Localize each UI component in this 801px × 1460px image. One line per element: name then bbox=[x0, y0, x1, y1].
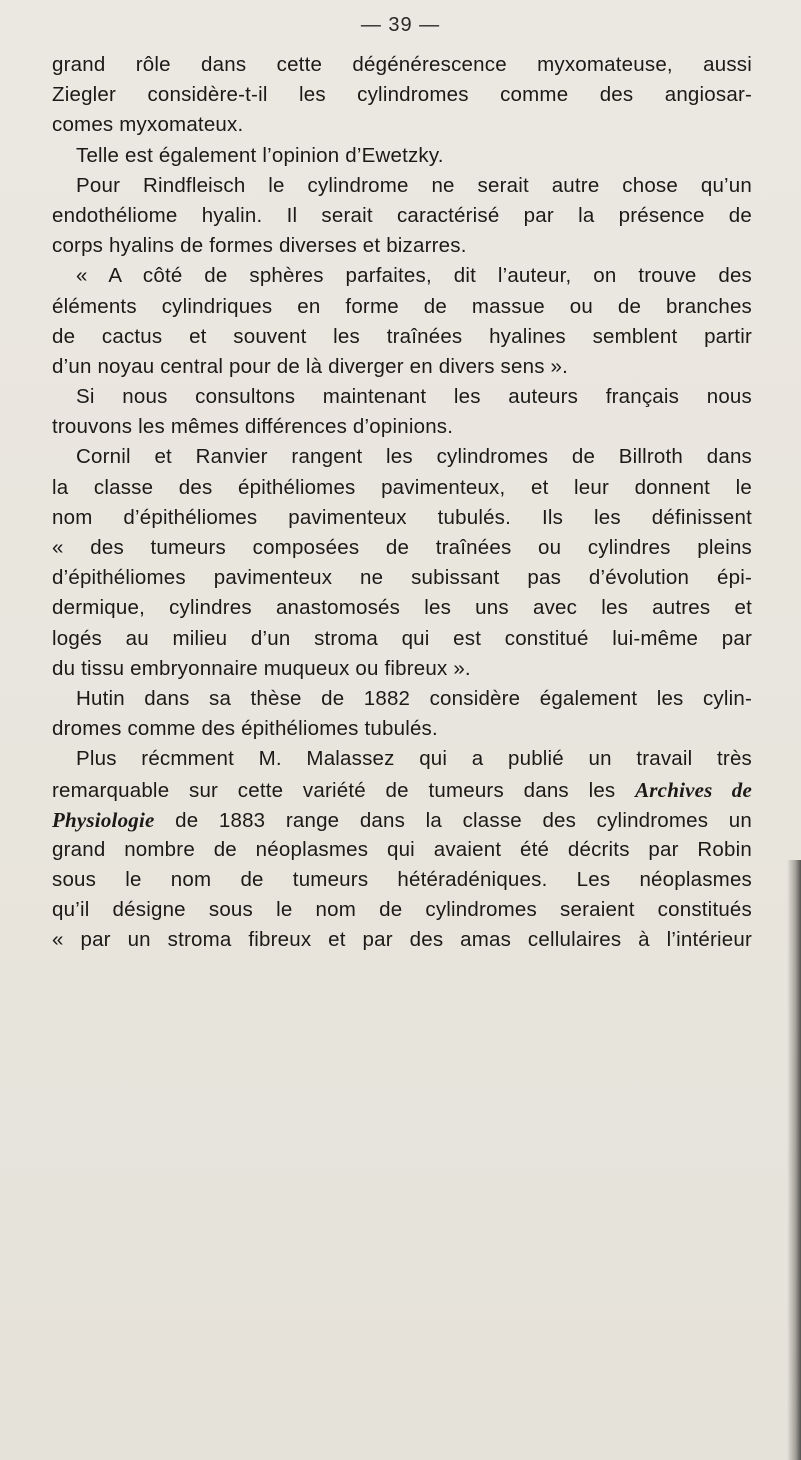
text-line: de cactus et souvent les traînées hyalines semblent partir bbox=[52, 324, 752, 348]
text-line bbox=[52, 805, 752, 835]
text-line: endothéliome hyalin. Il serait caractérisé par la présence de bbox=[52, 203, 752, 227]
text-line: grand nombre de néoplasmes qui avaient été décrits par Robin bbox=[52, 837, 752, 861]
italic-text: Physiologie bbox=[52, 807, 155, 832]
text-line: corps hyalins de formes diverses et bizarres. bbox=[52, 234, 467, 258]
text-line: dermique, cylindres anastomosés les uns avec les autres et bbox=[52, 596, 752, 620]
text-line: dromes comme des épithéliomes tubulés. bbox=[52, 717, 438, 741]
text-line: « par un stroma fibreux et par des amas cellulaires à l’intérieur bbox=[52, 928, 752, 952]
text-line: logés au milieu d’un stroma qui est constitué lui-même par bbox=[52, 626, 752, 650]
text-line: du tissu embryonnaire muqueux ou fibreux ». bbox=[52, 656, 471, 680]
text-line: Si nous consultons maintenant les auteurs français nous bbox=[76, 385, 752, 409]
text-line: Plus récmment M. Malassez qui a publié un travail très bbox=[76, 747, 752, 771]
page-number: — 39 — bbox=[360, 14, 441, 36]
text-line: « des tumeurs composées de traînées ou cylindres pleins bbox=[52, 536, 752, 559]
italic-text: Archives de bbox=[635, 777, 752, 802]
text-line: qu’il désigne sous le nom de cylindromes seraient constitués bbox=[52, 898, 752, 922]
text-line bbox=[52, 775, 752, 805]
line-text: de 1883 range dans la classe des cylindromes un bbox=[154, 808, 752, 832]
text-line: éléments cylindriques en forme de massue ou de branches bbox=[52, 294, 752, 318]
body-text bbox=[52, 50, 752, 956]
text-line: Cornil et Ranvier rangent les cylindromes de Billroth dans bbox=[76, 445, 752, 469]
text-line: sous le nom de tumeurs hétéradéniques. Les néoplasmes bbox=[52, 868, 752, 892]
text-line: Hutin dans sa thèse de 1882 considère également les cylin- bbox=[76, 686, 752, 710]
text-line: grand rôle dans cette dégénérescence myxomateuse, aussi bbox=[52, 53, 752, 76]
text-line: d’épithéliomes pavimenteux ne subissant pas d’évolution épi- bbox=[52, 566, 752, 590]
text-line: nom d’épithéliomes pavimenteux tubulés. Ils les définissent bbox=[52, 505, 752, 529]
text-line: comes myxomateux. bbox=[52, 113, 244, 137]
line-text: remarquable sur cette variété de tumeurs dans les bbox=[52, 778, 636, 802]
text-line: « A côté de sphères parfaites, dit l’auteur, on trouve des bbox=[76, 264, 752, 288]
text-line: Pour Rindfleisch le cylindrome ne serait autre chose qu’un bbox=[76, 173, 752, 197]
text-line: Ziegler considère-t-il les cylindromes comme des angiosar- bbox=[52, 83, 752, 107]
text-line: trouvons les mêmes différences d’opinions. bbox=[52, 415, 454, 439]
text-line: d’un noyau central pour de là diverger en divers sens ». bbox=[52, 354, 569, 378]
scan-edge-shadow bbox=[787, 860, 801, 1460]
text-line: la classe des épithéliomes pavimenteux, et leur donnent le bbox=[52, 475, 752, 499]
text-line: Telle est également l’opinion d’Ewetzky. bbox=[76, 143, 444, 167]
